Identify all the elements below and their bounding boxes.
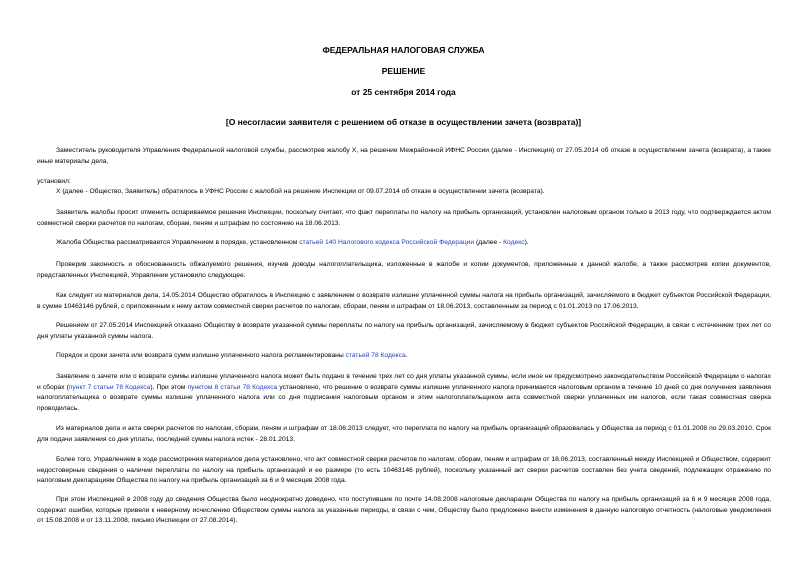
paragraph-9-text-a: Порядок и сроки зачета или возврата сумм излишне уплаченного налога регламентированы xyxy=(56,352,346,359)
link-article-78-clause-8[interactable]: пунктом 8 статьи 78 Кодекса xyxy=(187,383,278,391)
paragraph-7: Как следует из материалов дела, 14.05.2014 Общество обратилось в Инспекцию с заявлением о возврате излишне уплаченной суммы налога на прибыль организаций, зачисляемого в бюджет субъектов Российской Федерации, в сумме 10463146 рублей, с приложенным к нему актом совместной сверки расчетов по налогам, сборам, пеням и штрафам от 18.06.2013, составленным за период с 01.01.2013 по 17.06.2013. xyxy=(37,292,771,310)
paragraph-1: Заместитель руководителя Управления Федеральной налоговой службы, рассмотрев жалобу Х, на решение Межрайонной ИФНС России (далее - Инспекция) от 27.05.2014 об отказе в осуществлении зачета (возврата), а также иные материалы дела, xyxy=(37,147,771,165)
paragraph-5-text-b: (далее - xyxy=(474,239,504,246)
paragraph-10 xyxy=(37,372,771,414)
link-article-78-clause-7[interactable]: пункт 7 статьи 78 Кодекса xyxy=(68,383,151,391)
document-type: РЕШЕНИЕ xyxy=(381,66,426,76)
link-code[interactable]: Кодекс xyxy=(503,239,525,246)
paragraph-4: Заявитель жалобы просит отменить оспариваемое решение Инспекции, поскольку считает, что факт переплаты по налогу на прибыль организаций, установлен налоговым органом только в 2013 году, что подтверждается актом совместной сверки расчетов по налогам, сборам, пеням и штрафам по состоянию на 18.06.2013. xyxy=(37,209,771,227)
paragraph-5-text-c: ). xyxy=(524,239,529,246)
paragraph-13: При этом Инспекцией в 2008 году до сведения Общества было неоднократно доведено, что поступившие по почте 14.08.2008 налоговые декларации Общества по налогу на прибыль организаций за 6 и 9 месяцев 2008 года, содержат ошибки, которые привели к неверному исчислению Обществом суммы налога за указанные периоды, в связи с чем, Обществу было предложено внести изменения в данную налоговую отчетность (налоговые уведомления от 15.08.2008 и от 13.11.2008, письмо Инспекции от 27.08.2014). xyxy=(37,496,771,524)
document-subject: [О несогласии заявителя с решением об отказе в осуществлении зачета (возврата)] xyxy=(225,117,582,127)
paragraph-8: Решением от 27.05.2014 Инспекцией отказано Обществу в возврате указанной суммы переплаты по налогу на прибыль организаций, зачисляемому в бюджет субъектов Российской Федерации, в связи с истечением трех лет со дня уплаты указанной суммы налога. xyxy=(37,322,771,340)
link-article-140[interactable]: статьей 140 Налогового кодекса Российской Федерации xyxy=(299,239,475,246)
paragraph-9-text-b: . xyxy=(405,352,408,359)
org-title: ФЕДЕРАЛЬНАЯ НАЛОГОВАЯ СЛУЖБА xyxy=(322,45,485,55)
link-article-78[interactable]: статьей 78 Кодекса xyxy=(345,352,406,359)
paragraph-9 xyxy=(37,351,771,362)
paragraph-3: Х (далее - Общество, Заявитель) обратилось в УФНС России с жалобой на решение Инспекции от 09.07.2014 об отказе в осуществлении зачета (возврата). xyxy=(56,188,545,195)
paragraph-10-text-c: установлено, что решение о возврате суммы излишне уплаченного налога принимается налоговым органом в течение 10 дней со дня получения заявления налогоплательщика о возврате суммы излишне уплаченного налога или со дня подписания налоговым органом и этим налогоплательщиком акта совместной сверки уплаченных им налогов, если такая совместная сверка проводилась. xyxy=(37,383,771,412)
paragraph-established: установил: xyxy=(37,178,71,185)
paragraph-10-text-b: ). При этом xyxy=(150,383,188,391)
paragraph-10-text-a: Заявление о зачете или о возврате суммы излишне уплаченного налога может быть подано в течение трех лет со дня уплаты указанной суммы, если иное не предусмотрено законодательством Российской Федерации о налогах и сборах ( xyxy=(37,373,771,391)
paragraph-5-text-a: Жалоба Общества рассматривается Управлением в порядке, установленном xyxy=(56,239,300,246)
paragraph-11: Из материалов дела и акта сверки расчетов по налогам, сборам, пеням и штрафам от 18.06.2013 следует, что переплата по налогу на прибыль организаций образовалась у Общества за период с 01.01.2008 по 29.03.2010. Срок для подачи заявления со дня уплаты, последней суммы налога истек - 28.01.2013. xyxy=(37,425,771,443)
paragraph-6: Проверив законность и обоснованность обжалуемого решения, изучив доводы налогоплательщика, изложенные в жалобе и копии документов, приложенные к данной жалобе, а также рассмотрев копии документов, представленных Инспекцией, Управление установило следующее. xyxy=(37,261,771,279)
paragraph-5 xyxy=(37,238,771,249)
paragraph-12: Более того, Управлением в ходе рассмотрения материалов дела установлено, что акт совместной сверки расчетов по налогам, сборам, пеням и штрафам от 18.06.2013, составленный между Инспекцией и Обществом, содержит недостоверные сведения о наличии переплаты по налогу на прибыль организаций и ее размере (то есть 10463146 рублей), поскольку указанный акт сверки расчетов составлен без учета сведений, подлежащих отражению по налоговым декларациям Общества по налогу на прибыль организаций за 6 и 9 месяцев 2008 года. xyxy=(37,456,771,484)
document-date: от 25 сентября 2014 года xyxy=(351,87,456,97)
